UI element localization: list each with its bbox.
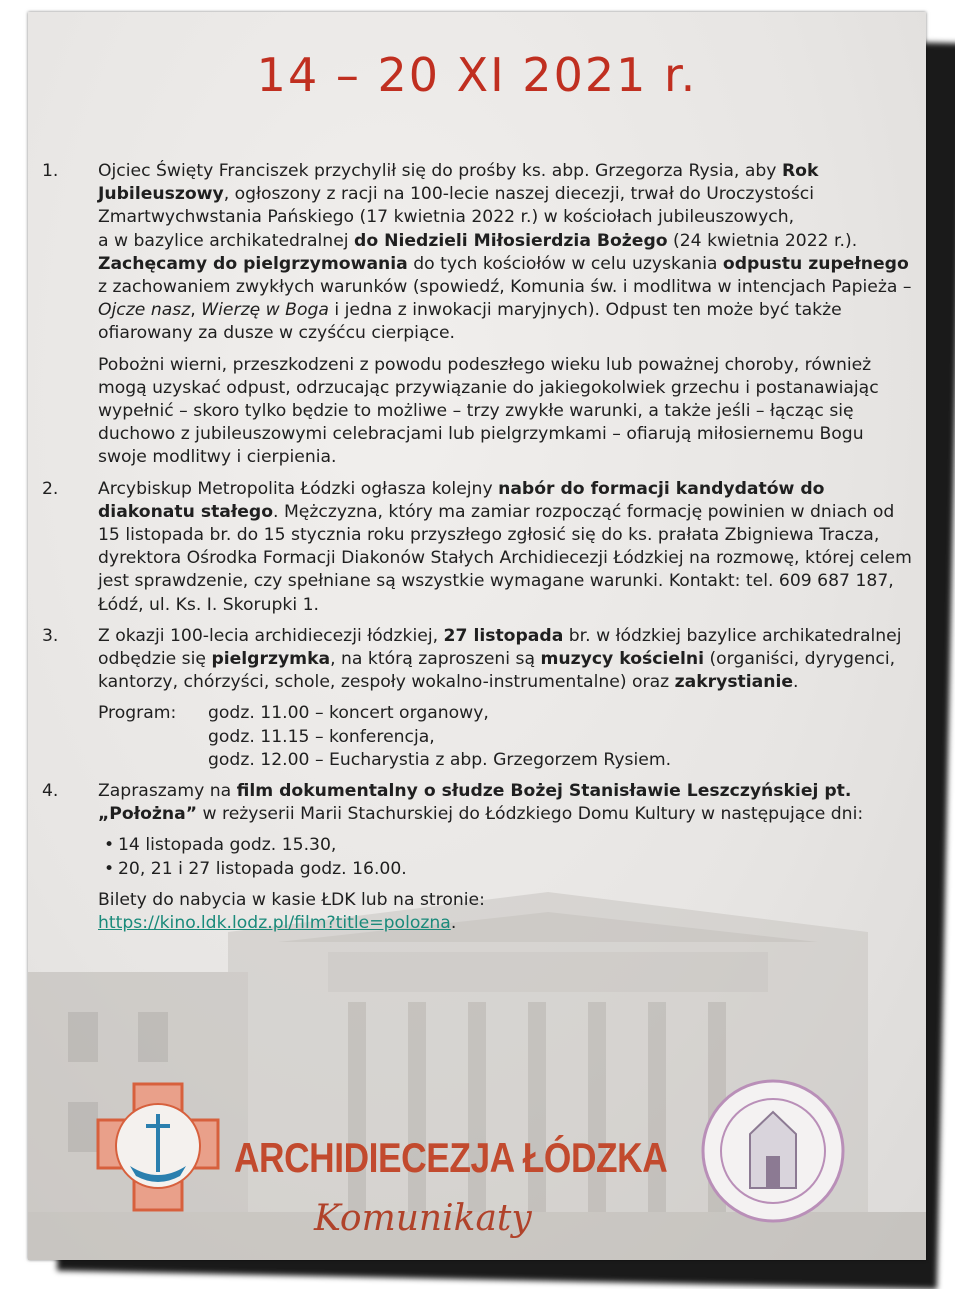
text-run: (organiści, dyrygenci, kantorzy, chórzyści, schole, zespoły wokalno-instrumentalne) oraz: [98, 649, 896, 693]
announcement-3-text: [98, 625, 917, 695]
archdiocese-logo-icon: [94, 1080, 222, 1214]
text-run: w reżyserii Marii Stachurskiej do Łódzkiego Domu Kultury w następujące dni:: [197, 804, 864, 825]
text-run: a w bazylice archikatedralnej: [98, 230, 355, 251]
program-lines: [208, 702, 671, 772]
text-run: Zachęcamy do pielgrzymowania: [98, 253, 408, 274]
announcement-1-text: [98, 160, 917, 230]
poster-paper: [28, 12, 926, 1260]
text-run: , ogłoszony z racji na 100-lecie naszej diecezji, trwał do Uroczystości Zmartwychwstania Pańskiego (17 kwietnia 2022 r.) w kościołach jubileuszowych,: [98, 184, 815, 228]
text-run: Rok Jubileuszowy: [98, 161, 819, 205]
program-line: godz. 12.00 – Eucharystia z abp. Grzegorzem Rysiem.: [208, 749, 672, 770]
link-suffix: .: [450, 913, 457, 934]
text-run: nabór do formacji kandydatów do diakonatu stałego: [98, 478, 825, 522]
item-number: 3.: [42, 625, 59, 646]
text-run: br. w łódzkiej bazylice archikatedralnej odbędzie się: [98, 625, 902, 670]
text-run: do Niedzieli Miłosierdzia Bożego: [354, 230, 668, 251]
text-run: Ojcze nasz: [98, 300, 191, 321]
text-run: .: [793, 672, 799, 693]
tickets-text: Bilety do nabycia w kasie ŁDK lub na stronie:: [98, 889, 485, 910]
brand-name: ARCHIDIECEZJA ŁÓDZKA: [234, 1134, 668, 1181]
announcement-4: [42, 780, 917, 935]
announcement-1: [42, 160, 917, 470]
announcement-1-paragraph-2: Pobożni wierni, przeszkodzeni z powodu podeszłego wieku lub poważnej choroby, również mogą uzyskać odpust, odrzucając przywiązanie do jakiegokolwiek grzechu i postanawiając wypełnić – skoro tylko będzie to możliwe – trzy zwykłe warunki, a także jeśli – łącząc się duchowo z jubileuszowymi celebracjami lub pielgrzymkami – ofiarują miłosiernemu Bogu swoje modlitwy i cierpienia.: [98, 354, 879, 468]
text-run: ,: [190, 300, 202, 321]
tickets-info: [98, 889, 917, 935]
text-run: do tych kościołów w celu uzyskania: [407, 253, 723, 274]
list-item: • 14 listopada godz. 15.30,: [98, 834, 917, 857]
text-run: Zapraszamy na: [98, 781, 237, 802]
text-run: Z okazji 100-lecia archidiecezji łódzkiej,: [98, 625, 444, 646]
page-title: 14 – 20 XI 2021 r.: [256, 48, 698, 102]
announcement-1-text-continued: [98, 230, 917, 346]
parish-seal-icon: [692, 1076, 854, 1226]
text-run: (24 kwietnia 2022 r.).: [667, 230, 858, 251]
program-schedule: [98, 702, 917, 772]
program-line: godz. 11.00 – koncert organowy,: [208, 703, 489, 724]
announcement-4-text: [98, 780, 917, 826]
text-run: film dokumentalny o słudze Bożej Stanisławie Leszczyńskiej pt. „Położna”: [98, 781, 852, 825]
text-run: odpustu zupełnego: [722, 253, 909, 274]
text-run: Ojciec Święty Franciszek przychylił się do prośby ks. abp. Grzegorza Rysia, aby: [98, 161, 782, 181]
text-run: z zachowaniem zwykłych warunków (spowiedź, Komunia św. i modlitwa w intencjach Papieża –: [98, 277, 912, 298]
announcements-list: [42, 160, 917, 943]
tickets-link[interactable]: https://kino.ldk.lodz.pl/film?title=polozna: [98, 913, 451, 934]
list-item: • 20, 21 i 27 listopada godz. 16.00.: [98, 858, 917, 881]
text-run: i jedna z inwokacji maryjnych). Odpust ten może być także ofiarowany za dusze w czyśćcu cierpiące.: [98, 300, 842, 344]
text-run: 27 listopada: [443, 625, 564, 646]
text-run: pielgrzymka: [211, 649, 331, 670]
screening-dates-list: [98, 834, 917, 880]
announcement-2-text: [98, 478, 917, 617]
program-label: Program:: [98, 703, 177, 724]
text-run: Wierzę w Boga: [201, 300, 329, 321]
text-run: muzycy kościelni: [540, 649, 704, 670]
item-number: 4.: [42, 781, 59, 802]
text-run: zakrystianie: [674, 672, 794, 693]
item-number: 2.: [42, 478, 59, 499]
text-run: . Mężczyzna, który ma zamiar rozpocząć formację powinien w dniach od 15 listopada br. do 15 stycznia roku przyszłego zgłosić się do ks. prałata Zbigniewa Tracza, dyrektora Ośrodka Formacji Diakonów Stałych Archidiecezji Łódzkiej na rozmowę, której celem jest sprawdzenie, czy spełniane są wszystkie wymagane warunki. Kontakt: tel. 609 687 187, Łódź, ul. Ks. I. Skorupki 1.: [98, 501, 912, 615]
text-run: , na którą zaproszeni są: [330, 649, 541, 670]
item-number: 1.: [42, 161, 59, 181]
text-run: Arcybiskup Metropolita Łódzki ogłasza kolejny: [98, 478, 499, 499]
announcement-2: [42, 478, 917, 617]
program-line: godz. 11.15 – konferencja,: [208, 726, 435, 747]
brand-subtitle: Komunikaty: [314, 1198, 532, 1239]
announcement-3: [42, 625, 917, 772]
